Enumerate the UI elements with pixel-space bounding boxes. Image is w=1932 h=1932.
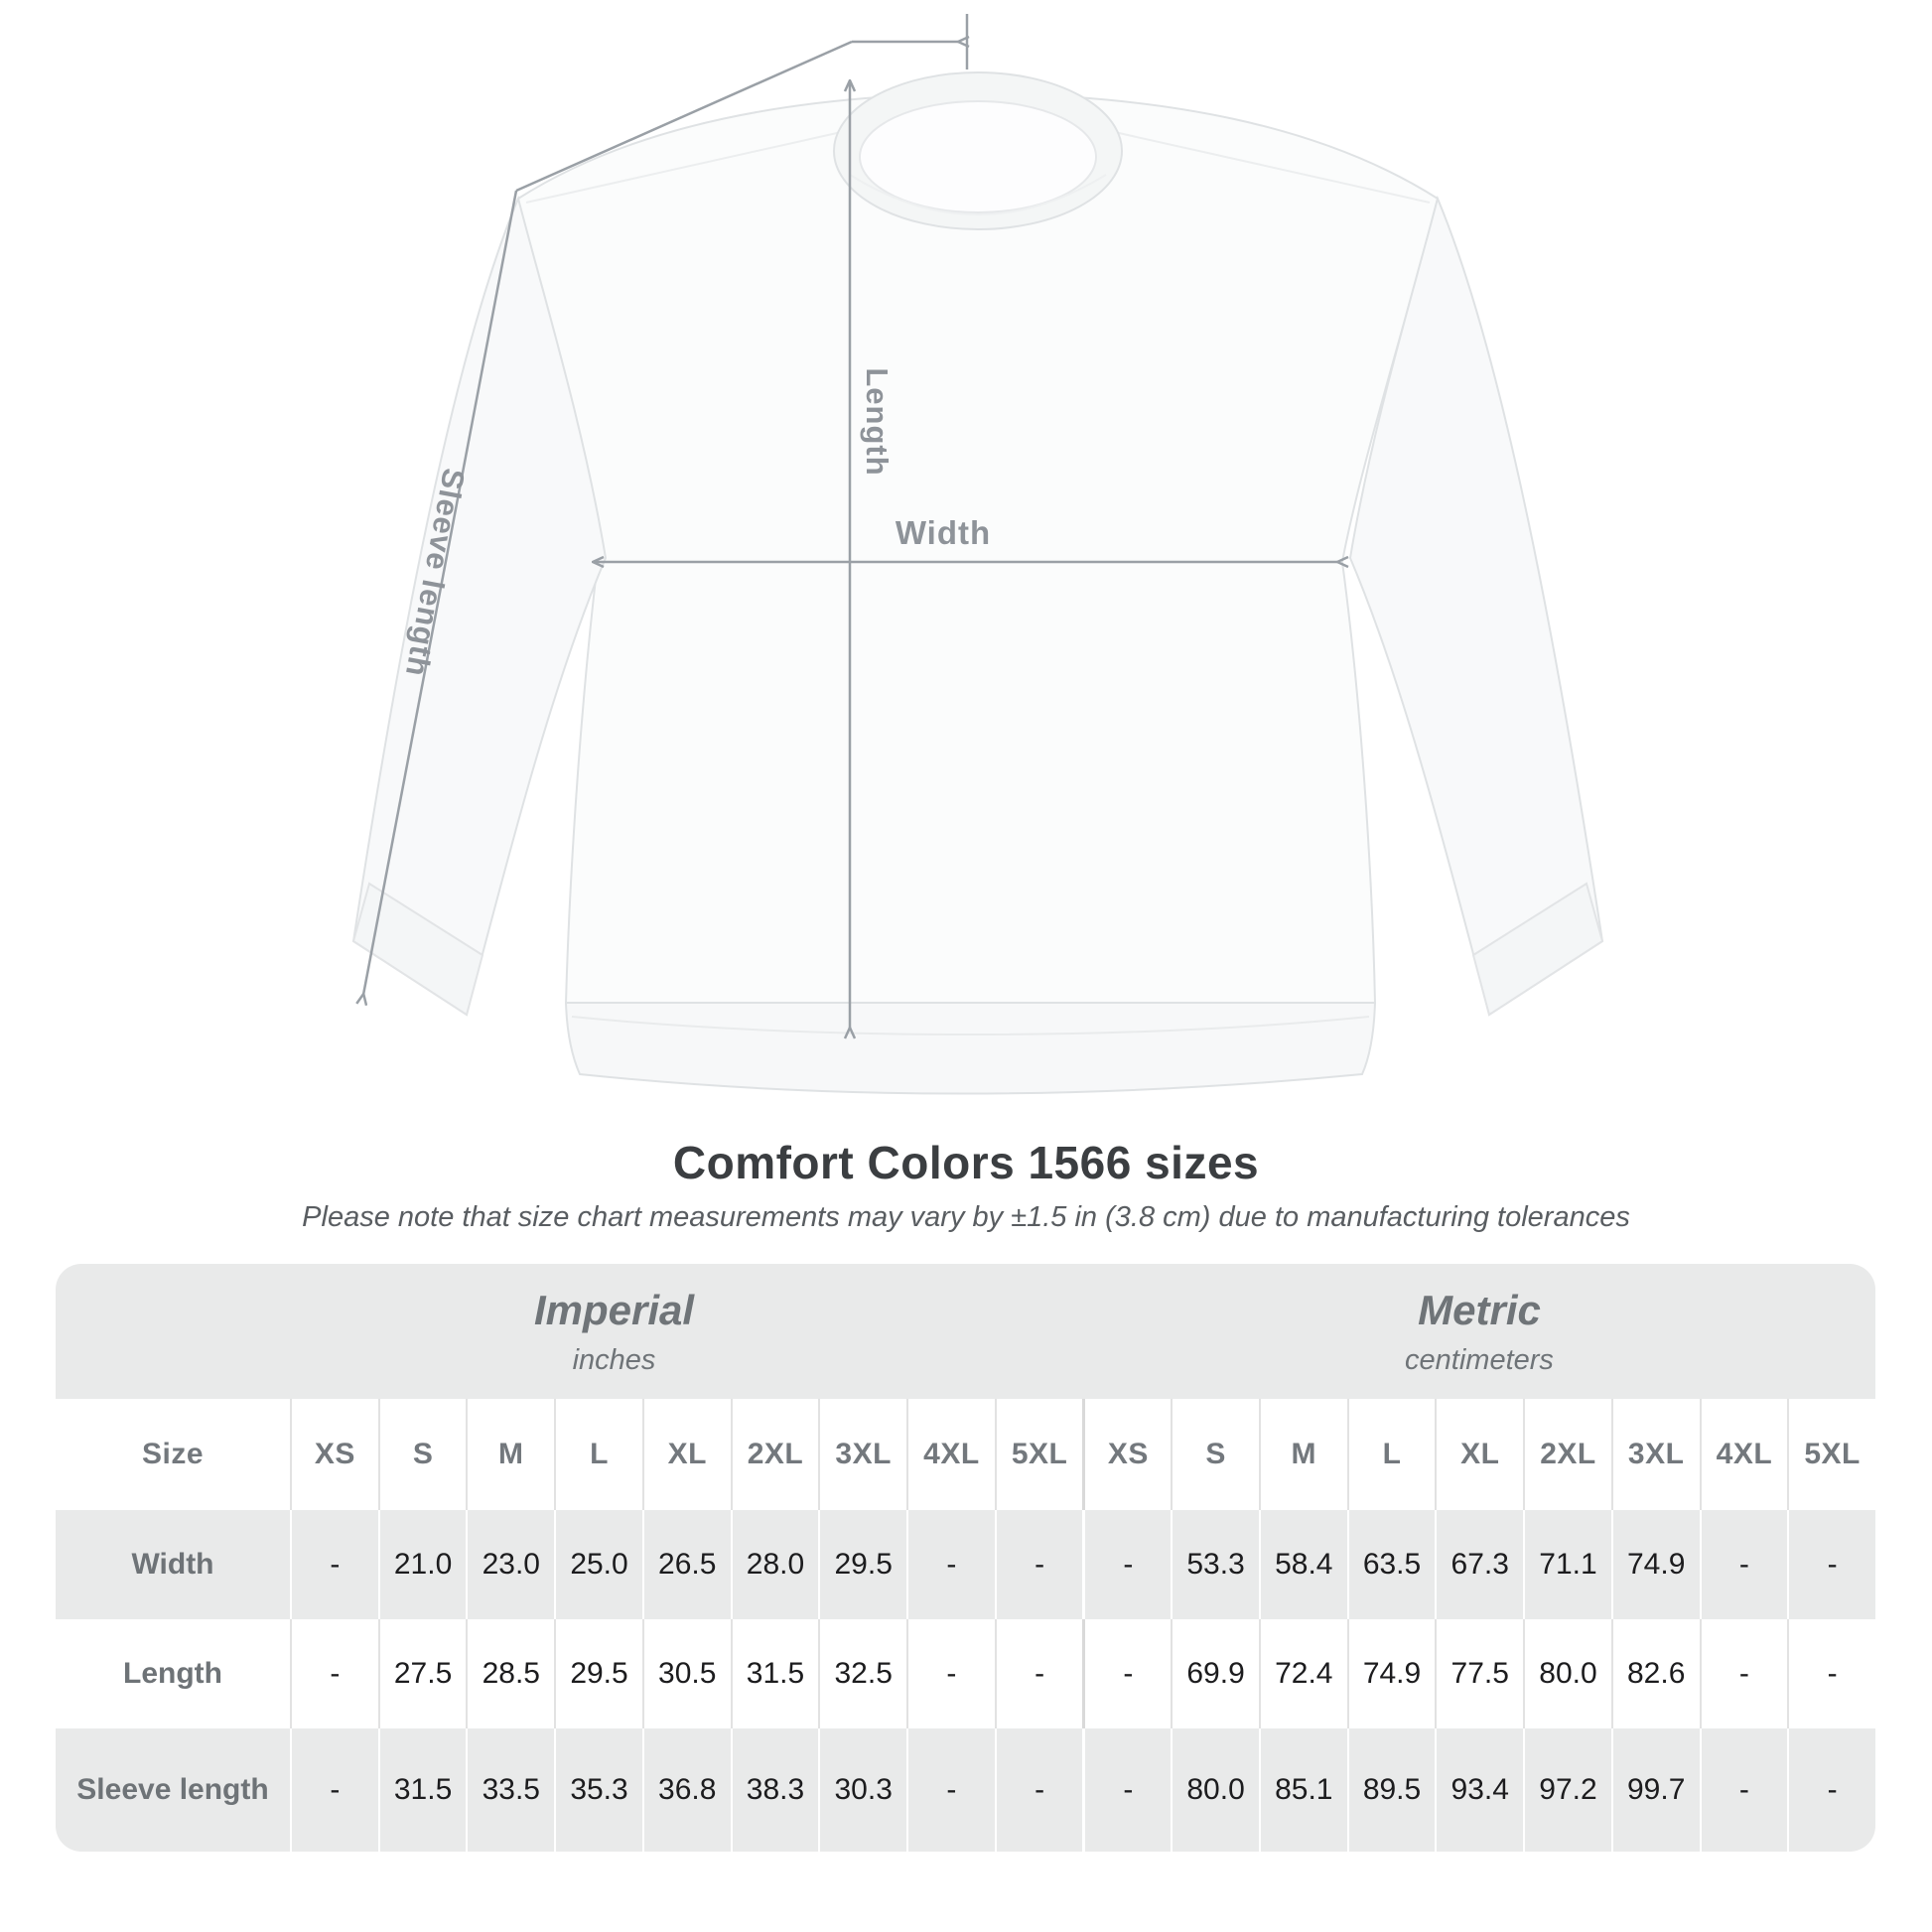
value-cell: 77.5 — [1435, 1619, 1523, 1728]
value-cell: 36.8 — [642, 1728, 731, 1852]
value-cell: 30.5 — [642, 1619, 731, 1728]
value-cell: 21.0 — [378, 1510, 467, 1619]
value-cell: - — [1700, 1619, 1788, 1728]
col-header-metric-m: M — [1259, 1399, 1347, 1510]
col-header-metric-3xl: 3XL — [1611, 1399, 1700, 1510]
page-title: Comfort Colors 1566 sizes — [672, 1137, 1260, 1188]
value-cell: 58.4 — [1259, 1510, 1347, 1619]
col-header-metric-s: S — [1171, 1399, 1259, 1510]
col-header-metric-l: L — [1347, 1399, 1436, 1510]
table-row-width — [56, 1510, 1875, 1619]
value-cell: 31.5 — [378, 1728, 467, 1852]
value-cell: - — [290, 1619, 378, 1728]
value-cell: 67.3 — [1435, 1510, 1523, 1619]
value-cell: 89.5 — [1347, 1728, 1436, 1852]
sweatshirt-illustration — [353, 72, 1602, 1094]
value-cell: 35.3 — [554, 1728, 642, 1852]
value-cell: - — [290, 1510, 378, 1619]
length-label: Length — [860, 367, 895, 477]
col-header-imperial-2xl: 2XL — [731, 1399, 819, 1510]
table-row-length — [56, 1619, 1875, 1728]
width-label: Width — [895, 514, 992, 551]
value-cell: - — [906, 1510, 995, 1619]
value-cell: - — [1787, 1619, 1875, 1728]
value-cell: 80.0 — [1523, 1619, 1611, 1728]
table-row-sleeve-length — [56, 1728, 1875, 1852]
value-cell: 82.6 — [1611, 1619, 1700, 1728]
imperial-group-header — [56, 1264, 1083, 1399]
col-header-metric-2xl: 2XL — [1523, 1399, 1611, 1510]
value-cell: 85.1 — [1259, 1728, 1347, 1852]
value-cell: - — [1082, 1619, 1171, 1728]
imperial-unit: inches — [572, 1343, 656, 1376]
value-cell: 32.5 — [818, 1619, 906, 1728]
value-cell: - — [1700, 1728, 1788, 1852]
value-cell: 28.5 — [466, 1619, 554, 1728]
row-label: Length — [56, 1619, 290, 1728]
col-header-imperial-4xl: 4XL — [906, 1399, 995, 1510]
value-cell: 72.4 — [1259, 1619, 1347, 1728]
metric-unit: centimeters — [1405, 1343, 1554, 1376]
col-header-imperial-m: M — [466, 1399, 554, 1510]
row-label: Width — [56, 1510, 290, 1619]
value-cell: 30.3 — [818, 1728, 906, 1852]
col-header-metric-xl: XL — [1435, 1399, 1523, 1510]
value-cell: - — [995, 1619, 1083, 1728]
value-cell: 63.5 — [1347, 1510, 1436, 1619]
size-column-header: Size — [56, 1399, 290, 1510]
col-header-imperial-3xl: 3XL — [818, 1399, 906, 1510]
value-cell: 71.1 — [1523, 1510, 1611, 1619]
col-header-imperial-xl: XL — [642, 1399, 731, 1510]
col-header-imperial-xs: XS — [290, 1399, 378, 1510]
value-cell: - — [1787, 1510, 1875, 1619]
col-header-imperial-5xl: 5XL — [995, 1399, 1083, 1510]
col-header-metric-5xl: 5XL — [1787, 1399, 1875, 1510]
value-cell: 74.9 — [1347, 1619, 1436, 1728]
value-cell: 38.3 — [731, 1728, 819, 1852]
value-cell: - — [906, 1619, 995, 1728]
value-cell: 74.9 — [1611, 1510, 1700, 1619]
value-cell: 27.5 — [378, 1619, 467, 1728]
tolerance-note: Please note that size chart measurements may vary by ±1.5 in (3.8 cm) due to manufacturing tolerances — [302, 1201, 1630, 1233]
sleeve-length-label: Sleeve length — [398, 466, 472, 680]
value-cell: - — [290, 1728, 378, 1852]
value-cell: 93.4 — [1435, 1728, 1523, 1852]
value-cell: 28.0 — [731, 1510, 819, 1619]
value-cell: 33.5 — [466, 1728, 554, 1852]
value-cell: 23.0 — [466, 1510, 554, 1619]
col-header-imperial-s: S — [378, 1399, 467, 1510]
value-cell: 80.0 — [1171, 1728, 1259, 1852]
value-cell: 31.5 — [731, 1619, 819, 1728]
value-cell: - — [906, 1728, 995, 1852]
imperial-label: Imperial — [533, 1286, 695, 1333]
metric-group-header — [1083, 1264, 1875, 1399]
size-header-row — [56, 1399, 1875, 1510]
metric-label: Metric — [1418, 1286, 1541, 1333]
value-cell: 29.5 — [554, 1619, 642, 1728]
unit-header-band — [56, 1264, 1875, 1399]
row-label: Sleeve length — [56, 1728, 290, 1852]
value-cell: 99.7 — [1611, 1728, 1700, 1852]
value-cell: 29.5 — [818, 1510, 906, 1619]
value-cell: 97.2 — [1523, 1728, 1611, 1852]
value-cell: 25.0 — [554, 1510, 642, 1619]
value-cell: - — [1082, 1510, 1171, 1619]
value-cell: - — [1082, 1728, 1171, 1852]
value-cell: 53.3 — [1171, 1510, 1259, 1619]
col-header-imperial-l: L — [554, 1399, 642, 1510]
value-cell: - — [1700, 1510, 1788, 1619]
value-cell: 69.9 — [1171, 1619, 1259, 1728]
value-cell: - — [1787, 1728, 1875, 1852]
size-table — [56, 1264, 1875, 1852]
col-header-metric-xs: XS — [1082, 1399, 1171, 1510]
value-cell: - — [995, 1728, 1083, 1852]
value-cell: - — [995, 1510, 1083, 1619]
value-cell: 26.5 — [642, 1510, 731, 1619]
col-header-metric-4xl: 4XL — [1700, 1399, 1788, 1510]
